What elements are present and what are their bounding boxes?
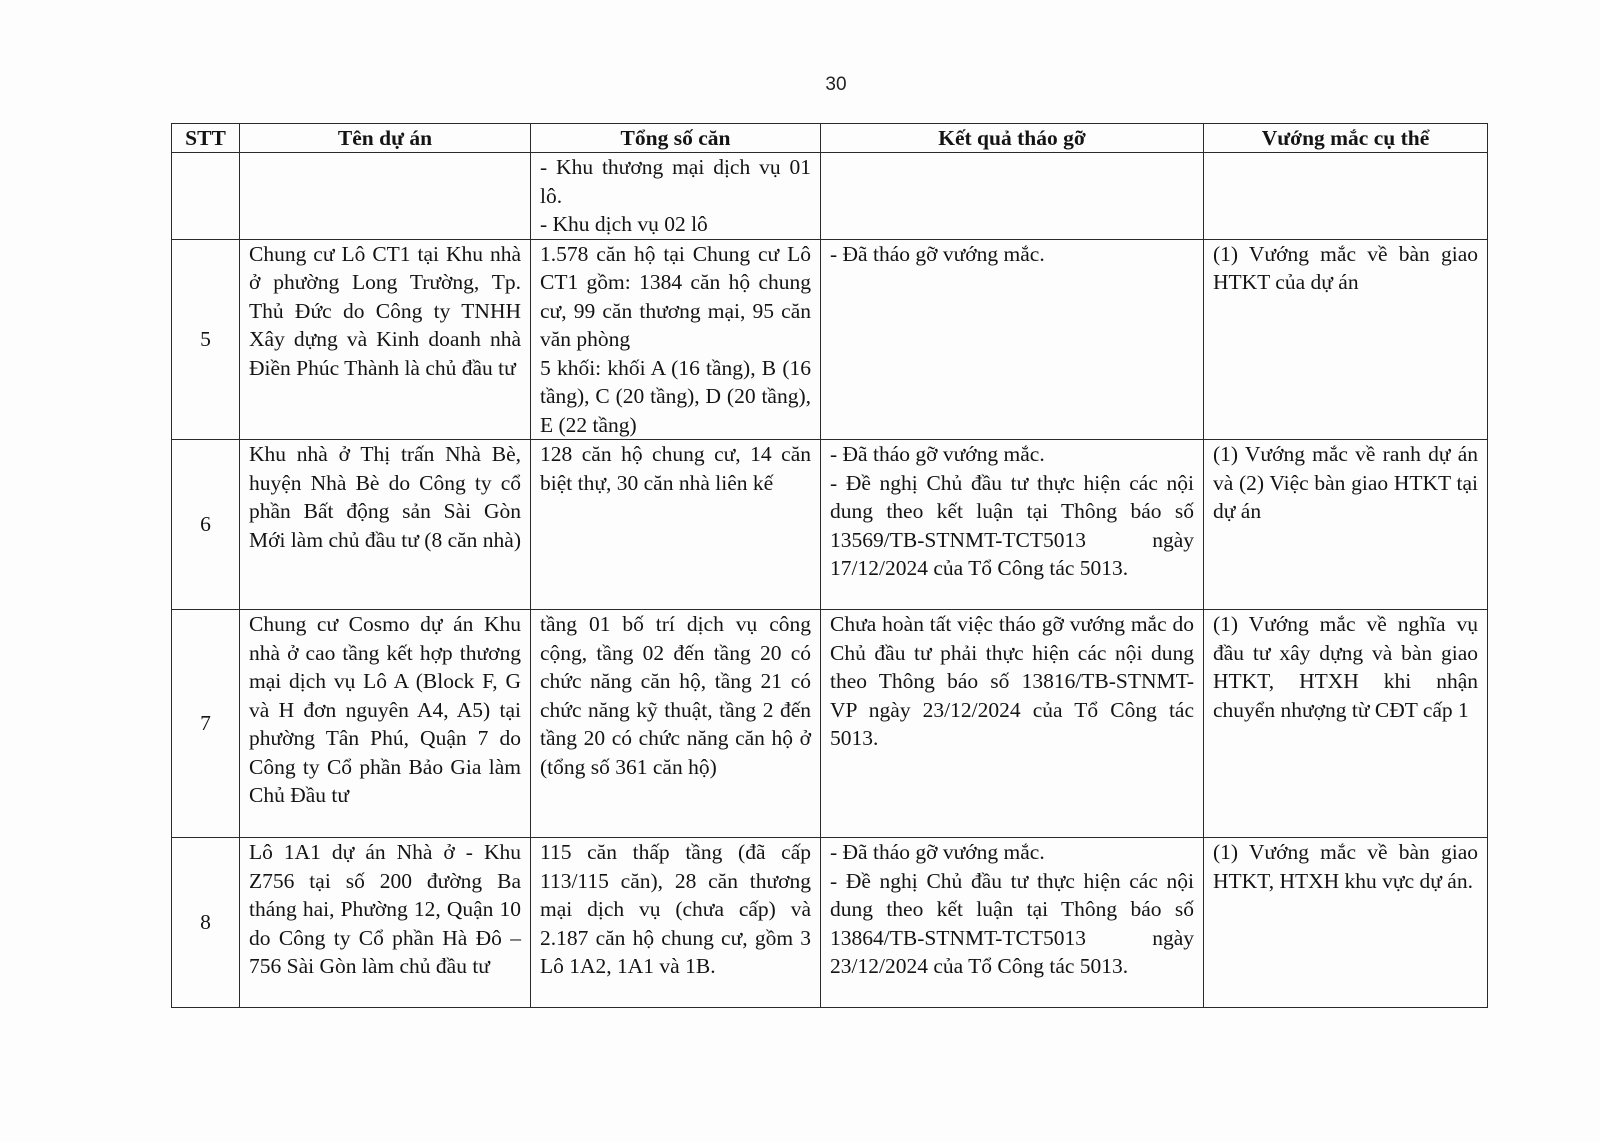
result-line: Chưa hoàn tất việc tháo gỡ vướng mắc do Chủ đầu tư phải thực hiện các nội dung theo Thông báo số 13816/TB-STNMT-VP ngày 23/12/2024 của Tổ Công tác 5013. — [830, 612, 1194, 750]
cell-total — [531, 838, 821, 1008]
cell-stt: 7 — [172, 610, 240, 838]
cell-issue: (1) Vướng mắc về bàn giao HTKT, HTXH khu vực dự án. — [1204, 838, 1488, 1008]
cell-stt — [172, 153, 240, 240]
result-line: - Đã tháo gỡ vướng mắc. — [830, 442, 1045, 466]
result-line: - Đã tháo gỡ vướng mắc. — [830, 840, 1045, 864]
cell-result — [821, 610, 1204, 838]
header-name: Tên dự án — [240, 124, 531, 153]
table-row — [172, 610, 1488, 838]
cell-name: Khu nhà ở Thị trấn Nhà Bè, huyện Nhà Bè do Công ty cổ phần Bất động sản Sài Gòn Mới làm chủ đầu tư (8 căn nhà) — [240, 440, 531, 610]
cell-total — [531, 440, 821, 610]
cell-stt: 6 — [172, 440, 240, 610]
cell-stt: 8 — [172, 838, 240, 1008]
cell-issue: (1) Vướng mắc về nghĩa vụ đầu tư xây dựng và bàn giao HTKT, HTXH khi nhận chuyển nhượng từ CĐT cấp 1 — [1204, 610, 1488, 838]
total-line: 5 khối: khối A (16 tầng), B (16 tầng), C (20 tầng), D (20 tầng), E (22 tầng) — [540, 355, 811, 437]
table-row — [172, 153, 1488, 240]
cell-total — [531, 153, 821, 240]
cell-name: Chung cư Lô CT1 tại Khu nhà ở phường Long Trường, Tp. Thủ Đức do Công ty TNHH Xây dựng và Kinh doanh nhà Điền Phúc Thành là chủ đầu tư — [240, 239, 531, 440]
cell-result — [821, 838, 1204, 1008]
header-issue: Vướng mắc cụ thể — [1204, 124, 1488, 153]
cell-result — [821, 440, 1204, 610]
cell-name: Lô 1A1 dự án Nhà ở - Khu Z756 tại số 200 đường Ba tháng hai, Phường 12, Quận 10 do Công ty Cổ phần Hà Đô – 756 Sài Gòn làm chủ đầu tư — [240, 838, 531, 1008]
result-line: - Đã tháo gỡ vướng mắc. — [830, 241, 1045, 266]
cell-result — [821, 239, 1204, 440]
projects-table — [171, 123, 1488, 1008]
result-line: - Đề nghị Chủ đầu tư thực hiện các nội dung theo kết luận tại Thông báo số 13569/TB-STNMT-TCT5013 ngày 17/12/2024 của Tổ Công tác 5013. — [830, 470, 1194, 580]
header-stt: STT — [172, 124, 240, 153]
header-result: Kết quả tháo gỡ — [821, 124, 1204, 153]
cell-issue — [1204, 153, 1488, 240]
cell-issue: (1) Vướng mắc về bàn giao HTKT của dự án — [1204, 239, 1488, 440]
cell-name: Chung cư Cosmo dự án Khu nhà ở cao tầng kết hợp thương mại dịch vụ Lô A (Block F, G và H đơn nguyên A4, A5) tại phường Tân Phú, Quận 7 do Công ty Cổ phần Bảo Gia làm Chủ Đầu tư — [240, 610, 531, 838]
total-line: tầng 01 bố trí dịch vụ công cộng, tầng 02 đến tầng 20 có chức năng căn hộ, tầng 21 có chức năng kỹ thuật, tầng 2 đến tầng 20 có chức năng căn hộ ở (tổng số 361 căn hộ) — [540, 612, 811, 779]
table-header-row — [172, 124, 1488, 153]
total-line: - Khu thương mại dịch vụ 01 lô. — [540, 155, 811, 208]
table-row — [172, 239, 1488, 440]
header-total: Tổng số căn — [531, 124, 821, 153]
cell-total — [531, 610, 821, 838]
table-row — [172, 838, 1488, 1008]
table-row — [172, 440, 1488, 610]
cell-issue: (1) Vướng mắc về ranh dự án và (2) Việc bàn giao HTKT tại dự án — [1204, 440, 1488, 610]
cell-stt: 5 — [172, 239, 240, 440]
page-number: 30 — [825, 74, 847, 95]
cell-result — [821, 153, 1204, 240]
cell-name — [240, 153, 531, 240]
cell-total — [531, 239, 821, 440]
total-line: 115 căn thấp tầng (đã cấp 113/115 căn), 28 căn thương mại dịch vụ (chưa cấp) và 2.187 căn hộ chung cư, gồm 3 Lô 1A2, 1A1 và 1B. — [540, 840, 811, 978]
result-line: - Đề nghị Chủ đầu tư thực hiện các nội dung theo kết luận tại Thông báo số 13864/TB-STNMT-TCT5013 ngày 23/12/2024 của Tổ Công tác 5013. — [830, 868, 1194, 978]
total-line: - Khu dịch vụ 02 lô — [540, 212, 708, 236]
total-line: 1.578 căn hộ tại Chung cư Lô CT1 gồm: 1384 căn hộ chung cư, 99 căn thương mại, 95 căn văn phòng — [540, 241, 811, 351]
total-line: 128 căn hộ chung cư, 14 căn biệt thự, 30 căn nhà liên kế — [540, 442, 811, 495]
